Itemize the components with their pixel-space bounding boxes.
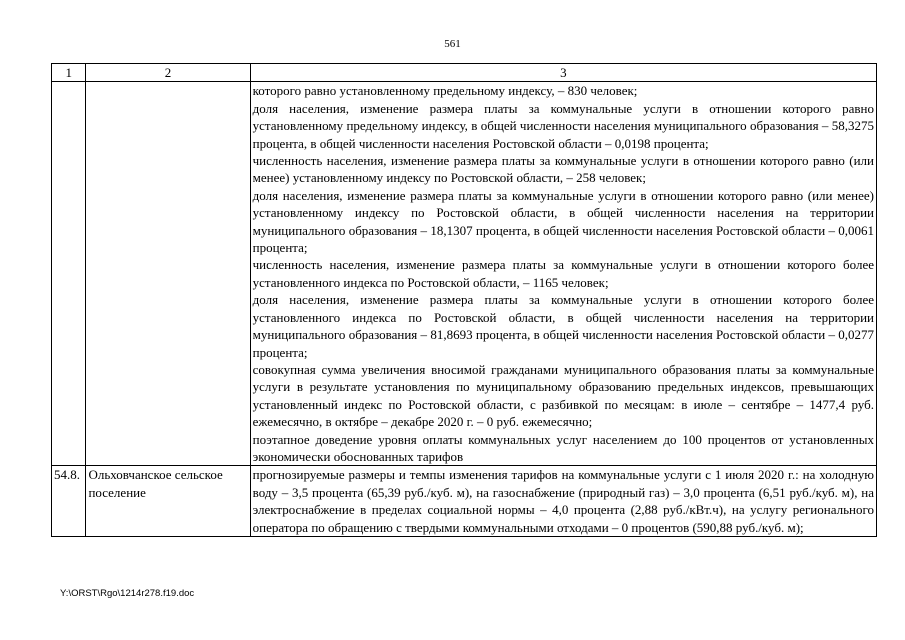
row-text-cell	[250, 82, 876, 466]
row-name-cell	[86, 82, 250, 466]
row-name-cell: Ольховчанское сельское поселение	[86, 466, 250, 537]
document-table	[51, 63, 877, 537]
paragraph: поэтапное доведение уровня оплаты коммунальных услуг населением до 100 процентов от установленных экономически обоснованных тарифов	[252, 431, 874, 464]
paragraph: совокупная сумма увеличения вносимой гражданами муниципального образования платы за коммунальные услуги в результате установления по муниципальному образованию предельных индексов, превышающих установленный индекс по Ростовской области, с разбивкой по месяцам: в июле – сентябре – 1477,4 руб. ежемесячно, в октябре – декабре 2020 г. – 0 руб. ежемесячно;	[252, 361, 874, 430]
page-number: 561	[444, 38, 461, 50]
paragraph: прогнозируемые размеры и темпы изменения тарифов на коммунальные услуги с 1 июля 2020 г.: на холодную воду – 3,5 процента (65,39 руб./куб. м), на газоснабжение (природный газ) – 3,0 процента (6,51 руб./куб. м), на электроснабжение в пределах социальной нормы – 4,0 процента (2,88 руб./кВт.ч), на услугу регионального оператора по обращению с твердыми коммунальными отходами – 0 процентов (590,88 руб./куб. м);	[252, 467, 874, 535]
paragraph: численность населения, изменение размера платы за коммунальные услуги в отношении которого равно (или менее) установленному индексу по Ростовской области, – 258 человек;	[252, 153, 874, 186]
table-row	[52, 466, 877, 537]
paragraph: доля населения, изменение размера платы за коммунальные услуги в отношении которого более установленного индекса по Ростовской области, в общей численности населения на территории муниципального образования – 81,8693 процента, в общей численности населения Ростовской области – 0,0277 процента;	[252, 292, 874, 360]
table-row	[52, 82, 877, 466]
paragraph: доля населения, изменение размера платы за коммунальные услуги в отношении которого равно установленному предельному индексу, в общей численности населения муниципального образования – 58,3275 процента, в общей численности населения Ростовской области – 0,0198 процента;	[252, 100, 874, 151]
header-col-3: 3	[250, 64, 876, 82]
row-number-cell: 54.8.	[52, 466, 86, 537]
row-number-cell	[52, 82, 86, 466]
paragraph: доля населения, изменение размера платы за коммунальные услуги в отношении которого равно (или менее) установленному индексу по Ростовской области, в общей численности населения на территории муниципального образования – 18,1307 процента, в общей численности населения Ростовской области – 0,0061 процента;	[252, 187, 874, 256]
paragraph: численность населения, изменение размера платы за коммунальные услуги в отношении которого более установленного индекса по Ростовской области, – 1165 человек;	[252, 257, 874, 290]
header-col-2: 2	[86, 64, 250, 82]
file-path-footer: Y:\ORST\Rgo\1214r278.f19.doc	[60, 588, 195, 599]
table-header-row	[52, 64, 877, 82]
row-text-cell	[250, 466, 876, 537]
header-col-1: 1	[52, 64, 86, 82]
paragraph: которого равно установленному предельному индексу, – 830 человек;	[252, 83, 638, 99]
